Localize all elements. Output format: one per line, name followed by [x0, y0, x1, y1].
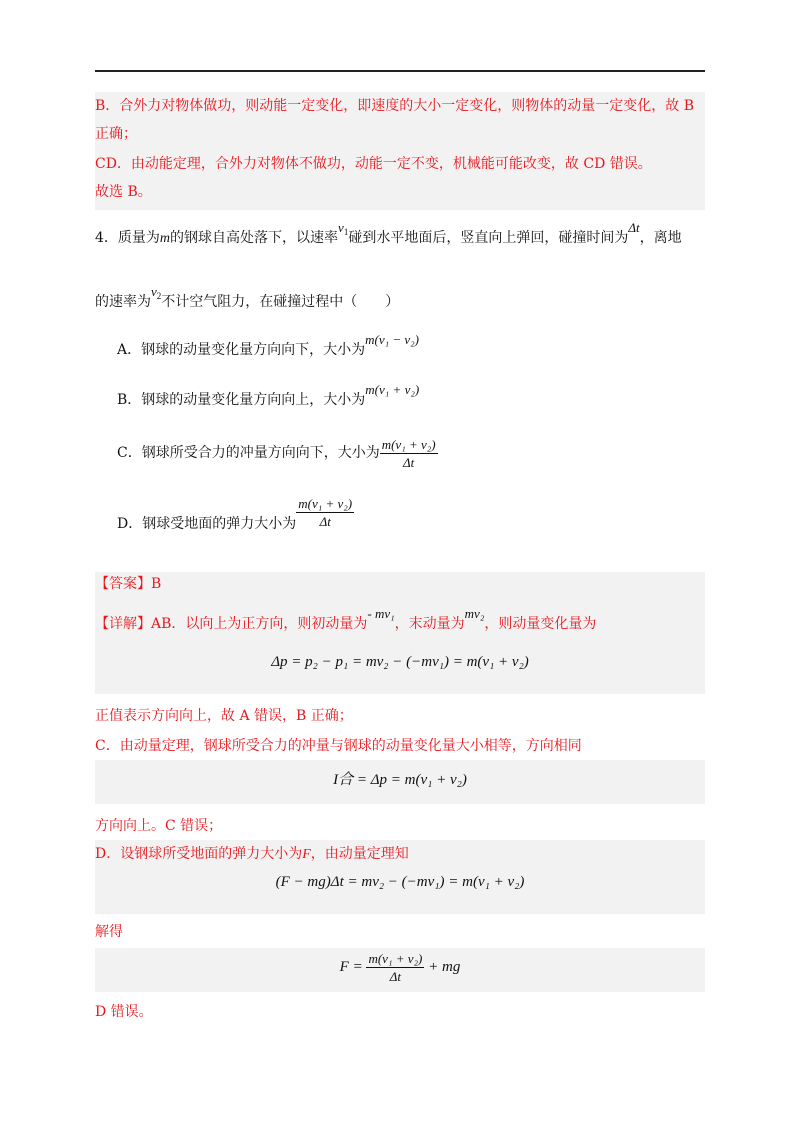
c-explanation: C．由动量定理，钢球所受合力的冲量与钢球的动量变化量大小相等，方向相同	[95, 738, 582, 754]
equation-impulse: I合 = Δp = m(v₁ + v₂)	[333, 772, 467, 788]
prev-solution-box	[95, 92, 705, 210]
ab-conclusion: 正值表示方向向上，故 A 错误，B 正确；	[95, 708, 353, 724]
prev-solution-choose: 故选 B。	[95, 184, 152, 200]
equation-force-fraction: $\frac{\text{m(v₁ + v₂)}}{\Delta t}$	[368, 951, 423, 984]
answer-box	[95, 572, 705, 694]
equation-delta-p: Δp = p₂ − p₁ = mv₂ − (−mv₁) = m(v₁ + v₂)	[271, 654, 529, 670]
answer-label: 【答案】B	[95, 576, 162, 592]
c-conclusion: 方向向上。C 错误；	[95, 818, 223, 834]
option-c: C．钢球所受合力的冲量方向向下，大小为 $\frac{\text{m(v₁ + v₂)}}{\Delta t}$	[117, 436, 436, 470]
question-stem-line1: 4．质量为m的钢球自高处落下，以速率$v_1$碰到水平地面后，竖直向上弹回，碰撞时间为Δt，离地	[95, 220, 682, 246]
d-explanation: D．设钢球所受地面的弹力大小为F，由动量定理知	[95, 846, 409, 862]
v2-symbol: $v_2$	[151, 284, 162, 301]
option-a-math: m(v₁ − v₂)	[365, 332, 420, 347]
v1-symbol: $v_1$	[338, 220, 349, 237]
option-d: D．钢球受地面的弹力大小为 $\frac{\text{m(v₁ + v₂)}}{\Delta t}$	[117, 495, 353, 532]
solve-label: 解得	[95, 924, 123, 940]
prev-solution-cd-line: CD．由动能定理，合外力对物体不做功，动能一定不变，机械能可能改变，故 CD 错误。	[95, 156, 652, 172]
detail-line: 【详解】AB．以向上为正方向，则初动量为- mv₁，末动量为mv₂，则动量变化量为	[95, 606, 597, 632]
prev-solution-b-line2: 正确；	[95, 126, 137, 142]
prev-solution-b-line1: B．合外力对物体做功，则动能一定变化，即速度的大小一定变化，则物体的动量一定变化，故 B	[95, 98, 695, 114]
d-conclusion: D 错误。	[95, 1004, 153, 1020]
option-d-fraction: $\frac{\text{m(v₁ + v₂)}}{\Delta t}$	[298, 495, 353, 529]
d-explanation-box	[95, 840, 705, 914]
initial-momentum: - mv₁	[367, 606, 395, 621]
delta-t-symbol: Δt	[628, 220, 640, 235]
mass-symbol: m	[159, 231, 171, 246]
equation-force-impulse: (F − mg)Δt = mv₂ − (−mv₁) = m(v₁ + v₂)	[275, 874, 525, 890]
equation-force: F = $\frac{\text{m(v₁ + v₂)}}{\Delta t}$ + mg	[339, 951, 461, 984]
question-stem-line2: 的速率为$v_2$不计空气阻力，在碰撞过程中（ ）	[95, 284, 400, 310]
option-a: A．钢球的动量变化量方向向下，大小为m(v₁ − v₂)	[117, 332, 420, 358]
equation-force-box	[95, 948, 705, 992]
option-b-math: m(v₁ + v₂)	[365, 382, 420, 397]
force-symbol: F	[302, 847, 311, 862]
final-momentum: mv₂	[464, 606, 485, 621]
equation-impulse-box	[95, 760, 705, 804]
option-b: B．钢球的动量变化量方向向上，大小为m(v₁ + v₂)	[117, 382, 420, 408]
header-rule	[95, 70, 705, 72]
option-c-fraction: $\frac{\text{m(v₁ + v₂)}}{\Delta t}$	[381, 436, 436, 470]
